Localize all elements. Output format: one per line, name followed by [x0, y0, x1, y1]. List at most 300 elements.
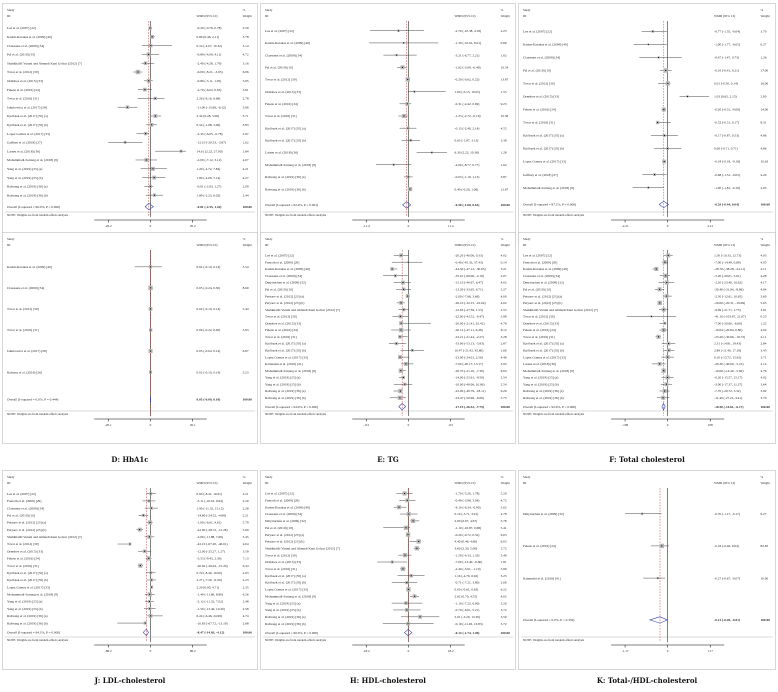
study-label: Mohammadi-Sartang et al. (2018) [9]	[7, 592, 58, 597]
study-wmd: -1.30 (-10.61, 8.01)	[454, 41, 482, 46]
overall-weight: 100.00	[760, 618, 770, 623]
overall-label: Overall (I-squared = 96.9%, P = 0.000)	[265, 630, 319, 635]
study-wmd: -14.00 (-25.61, -9.50)	[454, 375, 484, 380]
point-estimate	[648, 44, 649, 45]
study-label: Petyaev et al. (2012) [23] (a)	[523, 294, 563, 299]
study-wmd: 0.03 (-0.24, 0.30)	[196, 286, 221, 291]
x-tick-label: 0	[666, 423, 669, 427]
study-label: Dmytruchen et al. (2009) [32]	[523, 511, 564, 516]
study-weight: 3.60	[760, 294, 767, 299]
study-weight: 2.78	[242, 96, 249, 101]
study-wmd: -2.35 (-6.65, -0.78)	[196, 131, 223, 136]
caption-tg: E: TG	[377, 455, 399, 464]
point-estimate	[405, 603, 406, 604]
point-estimate	[664, 262, 665, 263]
study-weight: 2.87	[500, 341, 507, 346]
study-label: Petyaev et al. (2012) [23] (a)	[265, 532, 305, 537]
point-estimate	[667, 357, 668, 358]
point-estimate	[149, 601, 150, 602]
study-weight: 3.83	[242, 122, 249, 127]
study-weight: 3.50	[500, 615, 507, 620]
point-estimate	[148, 54, 149, 55]
study-weight: 2.35	[242, 585, 249, 590]
point-estimate	[180, 151, 181, 152]
footnote: NOTE: Weights are from random effects analysis	[265, 638, 327, 642]
x-tick-label: -18.2	[362, 649, 370, 653]
study-label: Larsen et al. (2018) [36]	[523, 362, 557, 367]
point-estimate	[151, 587, 152, 588]
point-estimate	[664, 323, 665, 324]
point-estimate	[406, 609, 407, 610]
study-label: Pal et al. (2010) [35]	[7, 52, 36, 57]
study-wmd: 0.02 (-0.10, 0.14)	[196, 370, 221, 375]
study-wmd: -2.40 (-3.61, -1.19)	[454, 567, 481, 572]
forest-plot-homa-ir	[518, 3, 776, 245]
study-wmd: 5.01 (-3.20, 13.30)	[454, 615, 480, 620]
footnote: NOTE: Weights are from random effects analysis	[265, 213, 327, 217]
study-wmd: -0.03 (-1.19, 1.13)	[454, 175, 480, 180]
header-study: Study	[523, 475, 531, 479]
study-wmd: 0.02 (-0.10, 0.14)	[196, 307, 221, 312]
caption-hba1c: D: HbA1c	[111, 455, 149, 464]
point-estimate	[398, 507, 399, 508]
study-wmd: -0.47 (-1.47, 0.73)	[714, 55, 739, 60]
point-estimate	[150, 493, 151, 494]
study-wmd: -23.47 (-50.96, -6.66)	[454, 395, 484, 400]
x-tick-label: -86.2	[104, 649, 112, 653]
x-tick-label: -2.21	[621, 224, 629, 228]
study-label: Kamenski et al. (2016) [41]	[265, 362, 303, 367]
study-wmd: -1.62 (-3.09, -0.49)	[454, 65, 481, 70]
study-label: Tovar et al. (2012) [30]	[265, 314, 297, 319]
study-label: Mohammadi-Sartang et al. (2018) [9]	[265, 594, 316, 599]
study-wmd: -3.53 (-9.45, 2.39)	[196, 556, 222, 561]
study-label: Larsen et al. (2018) [36]	[265, 150, 299, 155]
study-wmd: -2.70 (-6.02, 0.63)	[196, 87, 222, 92]
study-label: Shahkhalili Varuni and Ahmadi Kani Golzar (2012) [7]	[265, 307, 340, 312]
study-wmd: -2.20 (-23.40, 16.62)	[714, 280, 743, 285]
point-estimate	[401, 255, 402, 256]
header-study: Study	[7, 8, 15, 12]
study-label: Pal et al. (2010) [10]	[523, 68, 552, 73]
forest-plot-svg	[2, 232, 258, 444]
header-weight: Weight	[242, 243, 252, 247]
caption-total-hdl-ratio: K: Total-/HDL-cholesterol	[596, 676, 698, 685]
study-weight: 2.60	[500, 580, 507, 585]
study-label: Mohammadi-Sartang et al. (2018) [9]	[7, 158, 58, 163]
header-pct: %	[760, 475, 764, 479]
study-label: Tovar et al. (2012) [30]	[7, 542, 39, 547]
overall-weight: 100.00	[500, 630, 510, 635]
x-tick-label: 20.2	[189, 224, 196, 228]
study-weight: 2.84	[760, 341, 767, 346]
study-wmd: 0.10 (-15.72, 15.92)	[714, 355, 742, 360]
header-wmd: WMD (95% CI)	[196, 243, 218, 247]
study-label: Fekete et al. (2016) [24]	[523, 107, 556, 112]
study-label: Fekete et al. (2016) [24]	[265, 102, 298, 107]
study-label: Rahvang et al. (2019) [36] (b)	[265, 621, 306, 626]
point-estimate	[396, 343, 397, 344]
study-label: Rahvang et al. (2019) [36] (b)	[7, 193, 48, 198]
study-wmd: 1.60 (-0.15, 10.05)	[454, 89, 480, 94]
study-weight: 4.00	[500, 294, 507, 299]
study-label: Jakubowicz et al. (2017) [28]	[7, 349, 47, 354]
study-label: Lee et al. (2007) [22]	[7, 26, 36, 31]
point-estimate	[399, 357, 400, 358]
point-estimate	[150, 186, 151, 187]
study-wmd: -12.93 (-27.39, 1.53)	[454, 307, 483, 312]
study-label: Rabassa et al. (2016) [26]	[7, 370, 42, 375]
study-label: Pal et al. (2010) [10]	[265, 525, 294, 530]
point-estimate	[150, 45, 151, 46]
point-estimate	[402, 67, 403, 68]
study-wmd: -0.40 (-45.33, 37.43)	[454, 260, 483, 265]
study-weight: 13.87	[500, 77, 509, 82]
study-label: Kasim-Karakas et al. (2009) [40]	[265, 505, 310, 510]
point-estimate	[395, 275, 396, 276]
study-wmd: -2.00 (-7.66, 3.66)	[454, 294, 480, 299]
study-weight: 1.22	[760, 321, 767, 326]
study-weight: 2.29	[242, 499, 249, 504]
header-study: Study	[523, 8, 531, 12]
study-weight: 14.00	[760, 107, 769, 112]
study-weight: 2.00	[760, 94, 767, 99]
point-estimate	[663, 309, 664, 310]
point-estimate	[139, 529, 140, 530]
study-wmd: -41.10 (-103.67, 21.67)	[714, 314, 746, 319]
study-weight: 3.14	[760, 362, 767, 367]
point-estimate	[393, 164, 394, 165]
point-estimate	[407, 128, 408, 129]
study-wmd: -14.60 (-24.52, -4.68)	[196, 513, 226, 518]
study-label: Tovar et al. (2012) [30]	[7, 70, 39, 75]
study-weight: 3.21	[500, 267, 507, 272]
study-wmd: -0.52 (-0.51, 0.17)	[714, 120, 739, 125]
study-label: Shahkhalili Varuni and Ahmadi Kani Golzar (2012) [7]	[265, 546, 340, 551]
x-tick-label: 108	[707, 423, 713, 427]
point-estimate	[400, 370, 401, 371]
point-estimate	[392, 561, 393, 562]
point-estimate	[145, 623, 146, 624]
study-label: Larsen et al. (2018) [36]	[7, 149, 41, 154]
study-weight: 4.28	[760, 273, 767, 278]
footnote: NOTE: Weights are from random effects analysis	[523, 213, 585, 217]
study-wmd: -22.00 (-28.72, -15.28)	[196, 527, 228, 532]
overall-weight: 100.00	[760, 202, 770, 207]
forest-plot-fpg	[2, 3, 258, 245]
point-estimate	[413, 520, 414, 521]
point-estimate	[402, 568, 403, 569]
study-wmd: -0.68 (-1.31, -0.05)	[714, 172, 741, 177]
study-weight: 6.34	[242, 563, 249, 568]
study-label: Pal et al. (2010) [10]	[523, 287, 552, 292]
point-estimate	[396, 55, 397, 56]
study-weight: 0.25	[760, 314, 767, 319]
x-tick-label: 11.4	[447, 224, 454, 228]
study-wmd: -23.21 (-21.44, -2.27)	[454, 334, 484, 339]
study-wmd: -0.20 (-15.57, 15.17)	[714, 375, 743, 380]
study-wmd: -0.01 (-2.93, 1.27)	[196, 184, 222, 189]
study-wmd: -20.12 (-47.11, 6.46)	[454, 328, 483, 333]
forest-plot-tg	[260, 232, 516, 444]
point-estimate	[151, 124, 152, 125]
study-wmd: -15.10 (-40.67, 6.47)	[454, 280, 483, 285]
study-label: Dmytruchen et al. (2009) [32]	[265, 519, 306, 524]
study-wmd: -0.20 (-0.76, 0.78)	[196, 26, 222, 31]
study-wmd: -0.27 (-0.67, -0.07)	[714, 576, 741, 581]
x-tick-label: 0	[407, 649, 410, 653]
header-pct: %	[500, 475, 504, 479]
overall-weight: 100.00	[242, 397, 252, 402]
study-weight: 3.54	[242, 265, 249, 270]
point-estimate	[659, 302, 660, 303]
point-estimate	[408, 262, 409, 263]
header-weight: Weight	[760, 481, 770, 485]
study-wmd: -20.40 (-31.94, -8.86)	[714, 287, 744, 292]
study-wmd: 10.47 (-21.42, 42.60)	[454, 348, 484, 353]
header-weight: Weight	[760, 243, 770, 247]
study-label: Tovar et al. (2012) [30]	[523, 81, 555, 86]
header-study: Study	[523, 237, 531, 241]
study-wmd: -0.20 (-0.31, -0.09)	[714, 107, 741, 112]
header-id: ID	[7, 14, 11, 18]
study-label: Jakubowicz et al. (2017) [28]	[7, 105, 47, 110]
study-label: Ormsbee et al. (2015) [33]	[7, 549, 44, 554]
point-estimate	[405, 527, 406, 528]
point-estimate	[398, 30, 399, 31]
study-wmd: -1.70 (-5.20, 1.78)	[454, 491, 480, 496]
x-tick-label: -20.1	[104, 423, 112, 427]
study-wmd: -20.62 (-26.04, -15.20)	[196, 563, 228, 568]
study-weight: 5.78	[500, 519, 507, 524]
study-wmd: 2.26 (-6.16, 6.68)	[196, 96, 221, 101]
point-estimate	[145, 133, 146, 134]
point-estimate	[663, 370, 664, 371]
study-weight: 1.62	[242, 140, 249, 145]
overall-label: Overall (I-squared = 94.3%, P = 0.000)	[7, 630, 61, 635]
study-label: Claessens et al. (2009) [34]	[265, 273, 303, 278]
header-wmd: WMD (95% CI)	[196, 14, 218, 18]
header-id: ID	[265, 481, 269, 485]
study-wmd: -1.10 (-7.22, 6.00)	[454, 601, 480, 606]
study-weight: 4.86	[760, 146, 767, 151]
footnote: NOTE: Weights are from random effects analysis	[523, 412, 585, 416]
x-tick-label: 0	[149, 423, 152, 427]
header-wmd: WMD (95% CI)	[454, 481, 476, 485]
header-weight: Weight	[760, 14, 770, 18]
study-weight: 6.97	[242, 349, 249, 354]
forest-plot-hba1c	[2, 232, 258, 444]
forest-plot-insulin	[260, 3, 516, 245]
point-estimate	[399, 336, 400, 337]
study-label: Kjolbaek et al. (2017) [35] (a)	[265, 341, 306, 346]
study-weight: 2.04	[242, 542, 249, 547]
study-weight: 1.62	[500, 53, 507, 58]
study-label: Lopez Gomez et al. (2017) [33]	[7, 585, 50, 590]
study-weight: 5.09	[242, 527, 249, 532]
study-weight: 2.54	[500, 375, 507, 380]
point-estimate	[150, 615, 151, 616]
study-weight: 4.02	[760, 375, 767, 380]
study-label: Tovar et al. (2016) [31]	[7, 328, 39, 333]
study-label: Lee et al. (2007) [22]	[7, 491, 36, 496]
study-label: Kjolbaek et al. (2017) [35] (b)	[265, 580, 307, 585]
point-estimate	[152, 168, 153, 169]
overall-wmd: -17.19 (-26.52, -7.75)	[454, 404, 484, 409]
study-wmd: 0.00 (-0.71, 0.71)	[714, 146, 738, 151]
point-estimate	[404, 493, 405, 494]
point-estimate	[144, 89, 145, 90]
study-label: Lee et al. (2007) [22]	[265, 491, 294, 496]
study-label: Frenoth et al. (2009) [29]	[523, 260, 558, 265]
study-label: Kjolbaek et al. (2017) [35] (b)	[7, 122, 49, 127]
study-wmd: -20.00 (-20.31, -19.69)	[714, 301, 746, 306]
overall-label: Overall (I-squared = 0.0%, P = 0.444)	[7, 397, 59, 402]
study-weight: 4.11	[760, 267, 767, 272]
study-wmd: 1.90 (-11.32, 15.12)	[196, 506, 224, 511]
study-weight: 6.03	[500, 532, 507, 537]
study-wmd: 0.63 (-1.87, 3.13)	[454, 138, 479, 143]
study-label: Yang et al. (2019) [25] (b)	[7, 175, 43, 180]
header-weight: Weight	[242, 481, 252, 485]
study-weight: 2.54	[500, 382, 507, 387]
study-wmd: -2.40 (-4.28, 1.79)	[196, 61, 222, 66]
study-weight: 3.72	[500, 621, 507, 626]
point-estimate	[658, 336, 659, 337]
study-weight: 9.23	[500, 102, 507, 107]
study-weight: 4.21	[242, 166, 249, 171]
point-estimate	[402, 282, 403, 283]
study-label: Ormsbee et al. (2015) [33]	[265, 560, 302, 565]
overall-weight: 100.00	[500, 203, 510, 208]
point-estimate	[408, 589, 409, 590]
study-label: Kjolbaek et al. (2017) [35] (a)	[7, 114, 48, 119]
study-weight: 3.06	[242, 105, 249, 110]
study-weight: 3.92	[760, 389, 767, 394]
study-weight: 4.76	[500, 321, 507, 326]
overall-weight: 100.00	[760, 404, 770, 409]
header-id: ID	[265, 14, 269, 18]
study-wmd: -0.70 (-6.61, 5.21)	[454, 608, 480, 613]
study-wmd: 2.34 (0.28, 5.06)	[196, 114, 220, 119]
study-label: Lee et al. (2007) [22]	[523, 253, 552, 258]
x-tick-label: 115	[448, 423, 454, 427]
x-tick-label: 0	[666, 224, 669, 228]
overall-label: Overall (I-squared = 92.9%, P = 0.000)	[523, 404, 577, 409]
footnote: NOTE: Weights are from random effects analysis	[7, 213, 69, 217]
study-wmd: 0.01 (-0.50, 0.14)	[714, 81, 738, 86]
study-label: Ormsbee et al. (2015) [33]	[7, 79, 44, 84]
study-weight: 2.68	[242, 621, 249, 626]
study-wmd: -12.10 (-20.33, -3.87)	[196, 140, 226, 145]
study-weight: 12.67	[500, 187, 509, 192]
study-label: Ormsbee et al. (2015) [33]	[265, 89, 302, 94]
point-estimate	[661, 545, 662, 546]
study-wmd: -13.29 (-33.65, 6.71)	[454, 287, 483, 292]
overall-label: Overall (I-squared = 87.2%, P = 0.000)	[523, 202, 577, 207]
overall-label: Overall (I-squared = 94.0%, P = 0.000)	[265, 404, 319, 409]
study-weight: 3.95	[242, 79, 249, 84]
point-estimate	[137, 71, 138, 72]
study-wmd: 0.60 (-8.41, 10.61)	[196, 491, 222, 496]
point-estimate	[401, 329, 402, 330]
study-weight: 1.66	[500, 348, 507, 353]
study-wmd: -5.20 (-20.01, 5.61)	[714, 273, 741, 278]
study-label: Tovar et al. (2016) [31]	[265, 334, 297, 339]
point-estimate	[150, 308, 151, 309]
study-label: Kjolbaek et al. (2017) [35] (a)	[265, 126, 306, 131]
study-weight: 4.27	[242, 175, 249, 180]
x-tick-label: 0	[407, 224, 410, 228]
study-label: Tovar et al. (2016) [31]	[7, 563, 39, 568]
study-wmd: -4.10 (-6.34, -0.90)	[454, 505, 481, 510]
header-pct: %	[760, 8, 764, 12]
study-wmd: -33.00 (-53.13, -5.83)	[454, 341, 484, 346]
study-label: Rahvang et al. (2019) [36] (b)	[265, 187, 306, 192]
study-wmd: -0.19 (-11.02, 10.83)	[454, 621, 483, 626]
study-label: Tovar et al. (2016) [31]	[523, 120, 555, 125]
point-estimate	[403, 115, 404, 116]
study-wmd: -12.00 (-25.27, 1.27)	[196, 549, 225, 554]
study-wmd: 0.00 (-0.61, 0.63)	[454, 587, 479, 592]
study-label: Lopez Gomez et al. (2017) [33]	[265, 587, 308, 592]
study-wmd: -35.61 (-69.06, -2.19)	[454, 273, 484, 278]
study-wmd: 1.80 (-4.00, 7.14)	[196, 175, 221, 180]
study-weight: 0.27	[760, 42, 767, 47]
study-weight: 5.02	[500, 505, 507, 510]
study-wmd: -20.70 (-21.10, -7.30)	[454, 368, 484, 373]
forest-plot-svg	[2, 3, 258, 245]
x-tick-label: 20.1	[189, 423, 196, 427]
overall-wmd: -0.12 (-1.74, 1.49)	[454, 630, 480, 635]
study-label: Claessens et al. (2009) [34]	[7, 506, 45, 511]
study-wmd: -0.70 (-1.17, -0.17)	[714, 511, 741, 516]
overall-wmd: -0.50 (-1.60, 0.61)	[454, 203, 480, 208]
header-study: Study	[7, 237, 15, 241]
study-wmd: -2.50 (-12.61, 10.65)	[714, 294, 743, 299]
study-wmd: -1.23 (-2.72, -0.16)	[454, 114, 481, 119]
header-wmd: WMD (95% CI)	[714, 14, 735, 18]
study-weight: 3.70	[760, 395, 767, 400]
study-label: Ormsbee et al. (2015) [33]	[265, 321, 302, 326]
study-label: Claessens et al. (2009) [34]	[7, 286, 45, 291]
study-label: Mohammadi-Sartang et al. (2018) [9]	[265, 162, 316, 167]
point-estimate	[651, 316, 652, 317]
study-weight: 6.29	[500, 389, 507, 394]
point-estimate	[657, 122, 658, 123]
study-label: Lee et al. (2007) [22]	[265, 28, 294, 33]
point-estimate	[666, 282, 667, 283]
x-tick-label: 0	[149, 224, 152, 228]
study-wmd: -11.00 (-15.68, -6.32)	[196, 105, 226, 110]
study-wmd: -2.70 (-10.38, 4.18)	[454, 28, 482, 33]
header-study: Study	[7, 475, 15, 479]
point-estimate	[150, 372, 151, 373]
study-wmd: 0.10 (-3.71, 3.91)	[454, 512, 479, 517]
forest-plot-svg	[518, 232, 776, 444]
point-estimate	[151, 579, 152, 580]
study-label: Kjolbaek et al. (2017) [35] (a)	[523, 133, 564, 138]
study-weight: 5.44	[242, 307, 249, 312]
point-estimate	[407, 500, 408, 501]
study-weight: 5.41	[500, 525, 507, 530]
point-estimate	[663, 329, 664, 330]
study-wmd: -20.10 (-32.15, -10.04)	[454, 301, 486, 306]
study-weight: 4.02	[500, 280, 507, 285]
point-estimate	[659, 289, 660, 290]
footnote: NOTE: Weights are from random effects analysis	[7, 638, 69, 642]
study-wmd: -20.30 (-40.00, -5.10)	[714, 362, 744, 367]
